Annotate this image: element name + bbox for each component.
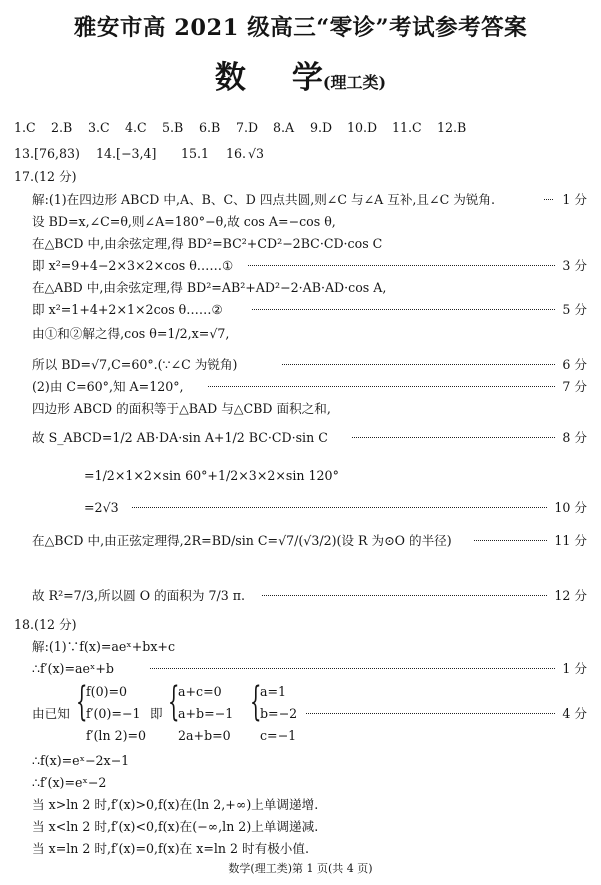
score-mark: 5 分 [562, 302, 587, 317]
q17-line: 在△BCD 中,由余弦定理,得 BD²=BC²+CD²−2BC·CD·cos C [32, 236, 383, 251]
score-mark: 4 分 [562, 706, 587, 721]
score-mark: 10 分 [554, 500, 587, 515]
left-brace-icon: { [168, 679, 180, 725]
left-brace-icon: { [250, 679, 262, 725]
q17-line: 由①和②解之得,cos θ=1/2,x=√7, [32, 326, 230, 341]
fill-answer: 13.[76,83) [14, 146, 80, 161]
q17-line: 故 R²=7/3,所以圆 O 的面积为 7/3 π. 12 分 [0, 586, 601, 606]
equation-system: 由已知 { f(0)=0 f′(0)=−1 f′(ln 2)=0 即 { a+c=0 a+b=−1 2a+b=0 { a=1 b=−2 c=−1 4 分 [32, 679, 587, 743]
choice-answer: 6.B [199, 120, 221, 135]
score-mark: 12 分 [554, 588, 587, 603]
q17-line: 即 x²=9+4−2×3×2×cos θ……① 3 分 [0, 256, 601, 276]
system-joiner: 即 [150, 706, 163, 721]
score-mark: 1 分 [562, 661, 587, 676]
q18-line: 当 x<ln 2 时,f′(x)<0,f(x)在(−∞,ln 2)上单调递减. [32, 819, 319, 834]
left-brace-icon: { [76, 679, 88, 725]
choice-answer: 12.B [437, 120, 467, 135]
q17-heading: 17.(12 分) [14, 169, 77, 184]
choice-answer: 10.D [347, 120, 378, 135]
q18-line: 解:(1)∵f(x)=aeˣ+bx+c [32, 639, 176, 654]
choice-answer: 2.B [51, 120, 73, 135]
choice-answer: 9.D [310, 120, 333, 135]
choice-answer: 11.C [392, 120, 422, 135]
choice-answer: 1.C [14, 120, 36, 135]
q17-line: =1/2×1×2×sin 60°+1/2×3×2×sin 120° [84, 468, 339, 483]
choice-answers-row [0, 118, 601, 138]
q17-line: =2√3 10 分 [0, 498, 601, 518]
choice-answer: 7.D [236, 120, 259, 135]
q17-line: 解:(1)在四边形 ABCD 中,A、B、C、D 四点共圆,则∠C 与∠A 互补,且∠C 为锐角. 1 分 [0, 190, 601, 210]
q18-line: 当 x>ln 2 时,f′(x)>0,f(x)在(ln 2,+∞)上单调递增. [32, 797, 319, 812]
fill-answer-value: √3 [248, 146, 265, 161]
q18-line: 当 x=ln 2 时,f′(x)=0,f(x)在 x=ln 2 时有极小值. [32, 841, 309, 856]
q17-line: 在△BCD 中,由正弦定理得,2R=BD/sin C=√7/(√3/2)(设 R 为⊙O 的半径) 11 分 [0, 531, 601, 551]
q18-line: ∴f′(x)=eˣ−2 [32, 775, 107, 790]
system-prefix: 由已知 [32, 706, 70, 721]
score-mark: 8 分 [562, 430, 587, 445]
page-title: 雅安市高 2021 级高三“零诊”考试参考答案 [73, 15, 528, 41]
q17-line: 即 x²=1+4+2×1×2cos θ……② 5 分 [0, 300, 601, 320]
choice-answer: 4.C [125, 120, 147, 135]
page-footer: 数学(理工类)第 1 页(共 4 页) [228, 862, 373, 875]
score-mark: 11 分 [554, 533, 587, 548]
q18-line: ∴f(x)=eˣ−2x−1 [32, 753, 130, 768]
fill-answer: 16. [226, 146, 247, 161]
subject-track: (理工类) [322, 73, 387, 92]
score-mark: 6 分 [562, 357, 587, 372]
q17-line: 四边形 ABCD 的面积等于△BAD 与△CBD 面积之和, [32, 401, 331, 416]
q17-line: 故 S_ABCD=1/2 AB·DA·sin A+1/2 BC·CD·sin C 8 分 [0, 428, 601, 448]
subject-char-2: 学 [291, 60, 323, 96]
score-mark: 3 分 [562, 258, 587, 273]
choice-answer: 8.A [273, 120, 295, 135]
choice-answer: 3.C [88, 120, 110, 135]
fill-answer: 15.1 [181, 146, 210, 161]
score-mark: 7 分 [562, 379, 587, 394]
choice-answer: 5.B [162, 120, 184, 135]
fill-answer: 14.[−3,4] [96, 146, 157, 161]
q17-line: 设 BD=x,∠C=θ,则∠A=180°−θ,故 cos A=−cos θ, [32, 214, 336, 229]
subject-heading [0, 52, 601, 97]
q17-line: 所以 BD=√7,C=60°.(∵∠C 为锐角) 6 分 [0, 355, 601, 375]
q17-line: 在△ABD 中,由余弦定理,得 BD²=AB²+AD²−2·AB·AD·cos A, [32, 280, 387, 295]
score-mark: 1 分 [562, 192, 587, 207]
q18-heading: 18.(12 分) [14, 617, 77, 632]
q18-line: ∴f′(x)=aeˣ+b 1 分 [0, 659, 601, 679]
subject-char-1: 数 [214, 60, 246, 96]
q17-line: (2)由 C=60°,知 A=120°, 7 分 [0, 377, 601, 397]
fill-answers-row [0, 144, 601, 164]
